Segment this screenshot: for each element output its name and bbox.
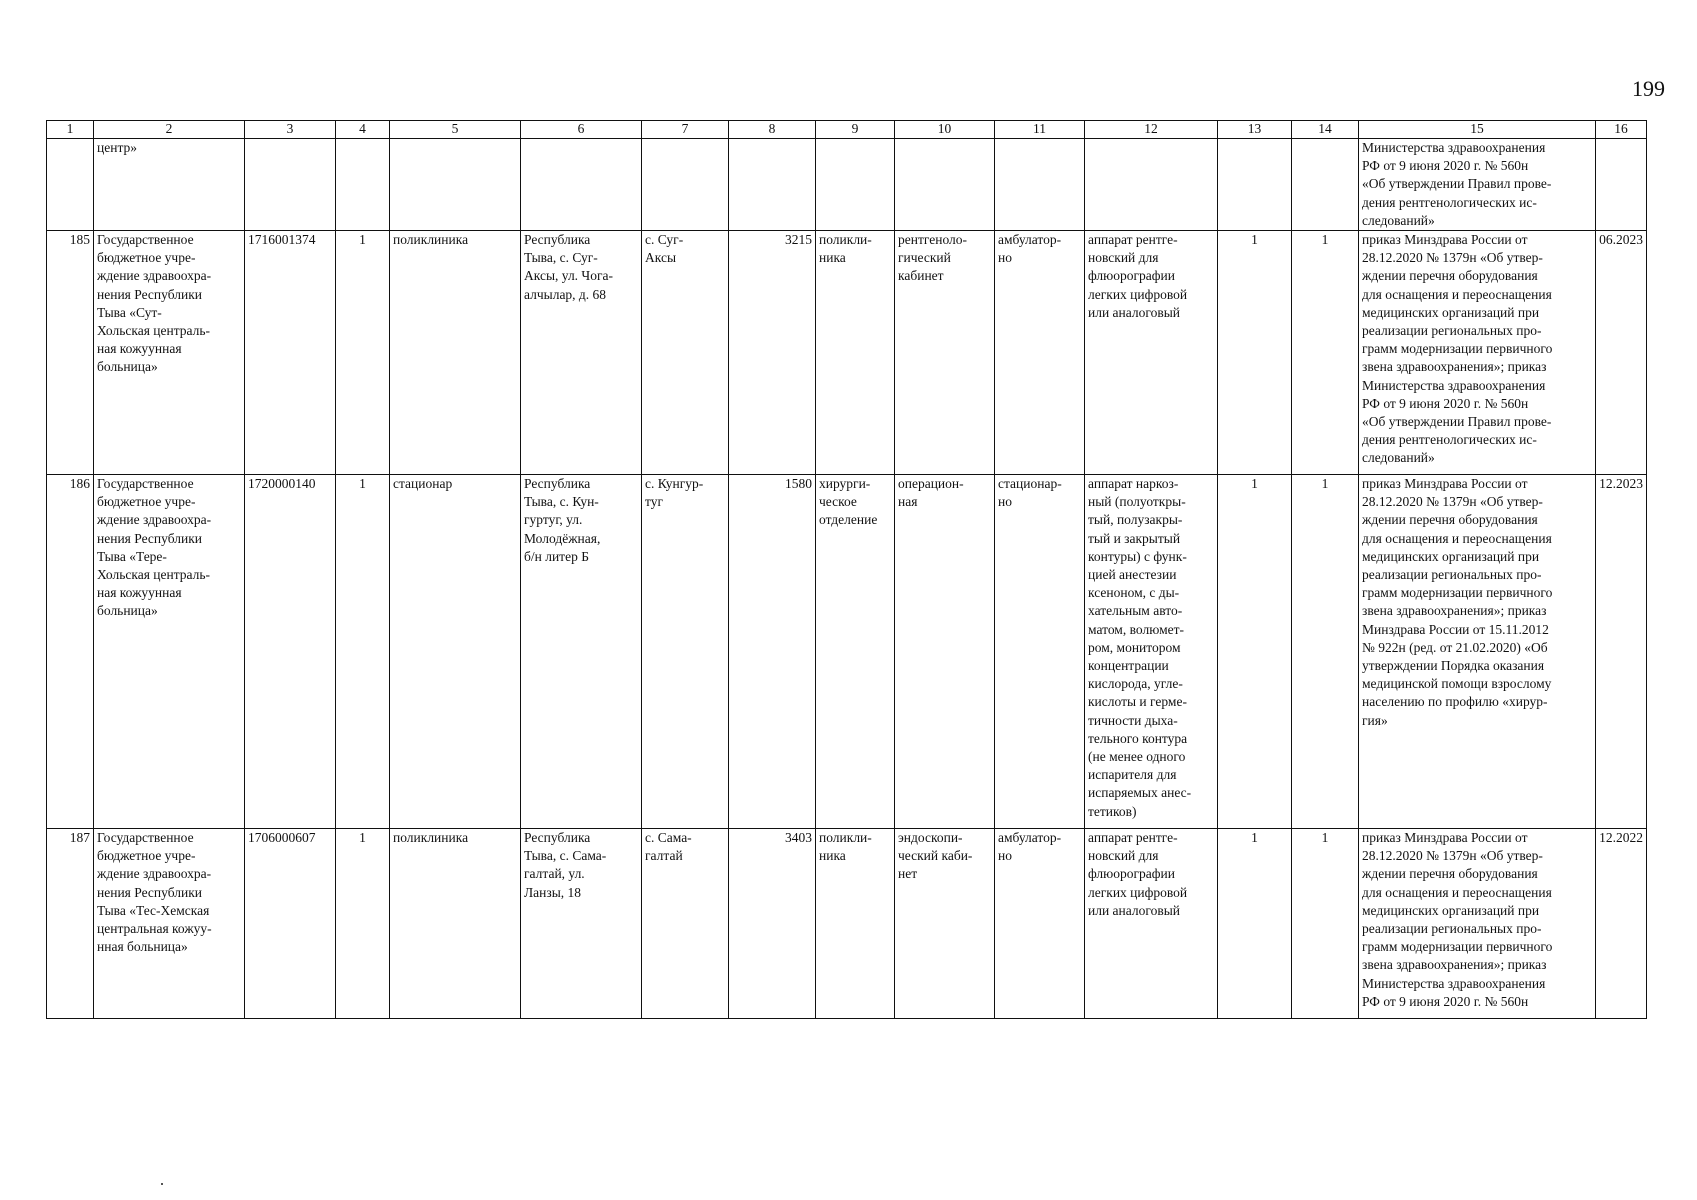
address [521,139,642,231]
quantity-2 [1292,139,1359,231]
equipment [1085,139,1218,231]
row-number: 187 [47,829,94,1019]
department: хирурги- ческое отделение [816,475,895,829]
legal-basis: приказ Минздрава России от 28.12.2020 № 1379н «Об утвер- ждении перечня оборудования для оснащения и переоснащения медицинских организаций при реализации региональных про- грамм модернизации первичного звена здравоохранения»; приказ Министерства здравоохранения РФ от 9 июня 2020 г. № 560н «Об утверждении Правил прове- дения рентгенологических ис- следований» [1359,231,1596,475]
column-header: 11 [995,121,1085,139]
table-row [47,475,1647,829]
row-number: 185 [47,231,94,475]
settlement: с. Суг- Аксы [642,231,729,475]
quantity [1218,139,1292,231]
column-header: 8 [729,121,816,139]
population: 1580 [729,475,816,829]
column-header: 6 [521,121,642,139]
row-number [47,139,94,231]
table-row [47,231,1647,475]
care-condition: амбулатор- но [995,829,1085,1019]
quantity: 1 [1218,231,1292,475]
equipment-table [46,120,1647,1019]
institution-name: Государственное бюджетное учре- ждение здравоохра- нения Республики Тыва «Тес-Хемская центральная кожуу- нная больница» [94,829,245,1019]
table-row [47,829,1647,1019]
row-number: 186 [47,475,94,829]
scan-speck [161,1183,163,1185]
column-header: 13 [1218,121,1292,139]
population [729,139,816,231]
count [336,139,390,231]
deadline [1596,139,1647,231]
deadline: 12.2022 [1596,829,1647,1019]
institution-name: центр» [94,139,245,231]
column-header: 7 [642,121,729,139]
deadline: 12.2023 [1596,475,1647,829]
table-row [47,139,1647,231]
room: рентгеноло- гический кабинет [895,231,995,475]
quantity: 1 [1218,829,1292,1019]
institution-name: Государственное бюджетное учре- ждение здравоохра- нения Республики Тыва «Тере- Хольская централь- ная кожуунная больница» [94,475,245,829]
care-condition: стационар- но [995,475,1085,829]
department: поликли- ника [816,829,895,1019]
column-header: 4 [336,121,390,139]
page-number: 199 [1632,76,1665,101]
unit-type: стационар [390,475,521,829]
legal-basis: Министерства здравоохранения РФ от 9 июня 2020 г. № 560н «Об утверждении Правил прове- дения рентгенологических ис- следований» [1359,139,1596,231]
column-header: 1 [47,121,94,139]
deadline: 06.2023 [1596,231,1647,475]
inn: 1716001374 [245,231,336,475]
population: 3215 [729,231,816,475]
column-header: 14 [1292,121,1359,139]
address: Республика Тыва, с. Кун- гуртуг, ул. Молодёжная, б/н литер Б [521,475,642,829]
address: Республика Тыва, с. Суг- Аксы, ул. Чога- алчылар, д. 68 [521,231,642,475]
equipment: аппарат наркоз- ный (полуоткры- тый, полузакры- тый и закрытый контуры) с функ- цией анестезии ксеноном, с ды- хательным авто- матом, волюмет- ром, монитором концентрации кислорода, угле- кислоты и герме- тичности дыха- тельного контура (не менее одного испарителя для испаряемых анес- тетиков) [1085,475,1218,829]
population: 3403 [729,829,816,1019]
column-header: 9 [816,121,895,139]
column-header: 16 [1596,121,1647,139]
care-condition [995,139,1085,231]
column-header: 15 [1359,121,1596,139]
care-condition: амбулатор- но [995,231,1085,475]
column-number-row [47,121,1647,139]
quantity-2: 1 [1292,829,1359,1019]
column-header: 12 [1085,121,1218,139]
count: 1 [336,829,390,1019]
quantity-2: 1 [1292,231,1359,475]
room: операцион- ная [895,475,995,829]
inn: 1720000140 [245,475,336,829]
count: 1 [336,475,390,829]
settlement [642,139,729,231]
column-header: 5 [390,121,521,139]
legal-basis: приказ Минздрава России от 28.12.2020 № 1379н «Об утвер- ждении перечня оборудования для оснащения и переоснащения медицинских организаций при реализации региональных про- грамм модернизации первичного звена здравоохранения»; приказ Министерства здравоохранения РФ от 9 июня 2020 г. № 560н [1359,829,1596,1019]
equipment: аппарат рентге- новский для флюорографии легких цифровой или аналоговый [1085,829,1218,1019]
inn: 1706000607 [245,829,336,1019]
quantity-2: 1 [1292,475,1359,829]
institution-name: Государственное бюджетное учре- ждение здравоохра- нения Республики Тыва «Сут- Хольская централь- ная кожуунная больница» [94,231,245,475]
department [816,139,895,231]
count: 1 [336,231,390,475]
department: поликли- ника [816,231,895,475]
equipment: аппарат рентге- новский для флюорографии легких цифровой или аналоговый [1085,231,1218,475]
unit-type: поликлиника [390,231,521,475]
column-header: 2 [94,121,245,139]
column-header: 3 [245,121,336,139]
column-header: 10 [895,121,995,139]
settlement: с. Кунгур- туг [642,475,729,829]
room: эндоскопи- ческий каби- нет [895,829,995,1019]
quantity: 1 [1218,475,1292,829]
room [895,139,995,231]
unit-type: поликлиника [390,829,521,1019]
settlement: с. Сама- галтай [642,829,729,1019]
unit-type [390,139,521,231]
legal-basis: приказ Минздрава России от 28.12.2020 № 1379н «Об утвер- ждении перечня оборудования для оснащения и переоснащения медицинских организаций при реализации региональных про- грамм модернизации первичного звена здравоохранения»; приказ Минздрава России от 15.11.2012 № 922н (ред. от 21.02.2020) «Об утверждении Порядка оказания медицинской помощи взрослому населению по профилю «хирур- гия» [1359,475,1596,829]
inn [245,139,336,231]
address: Республика Тыва, с. Сама- галтай, ул. Ланзы, 18 [521,829,642,1019]
